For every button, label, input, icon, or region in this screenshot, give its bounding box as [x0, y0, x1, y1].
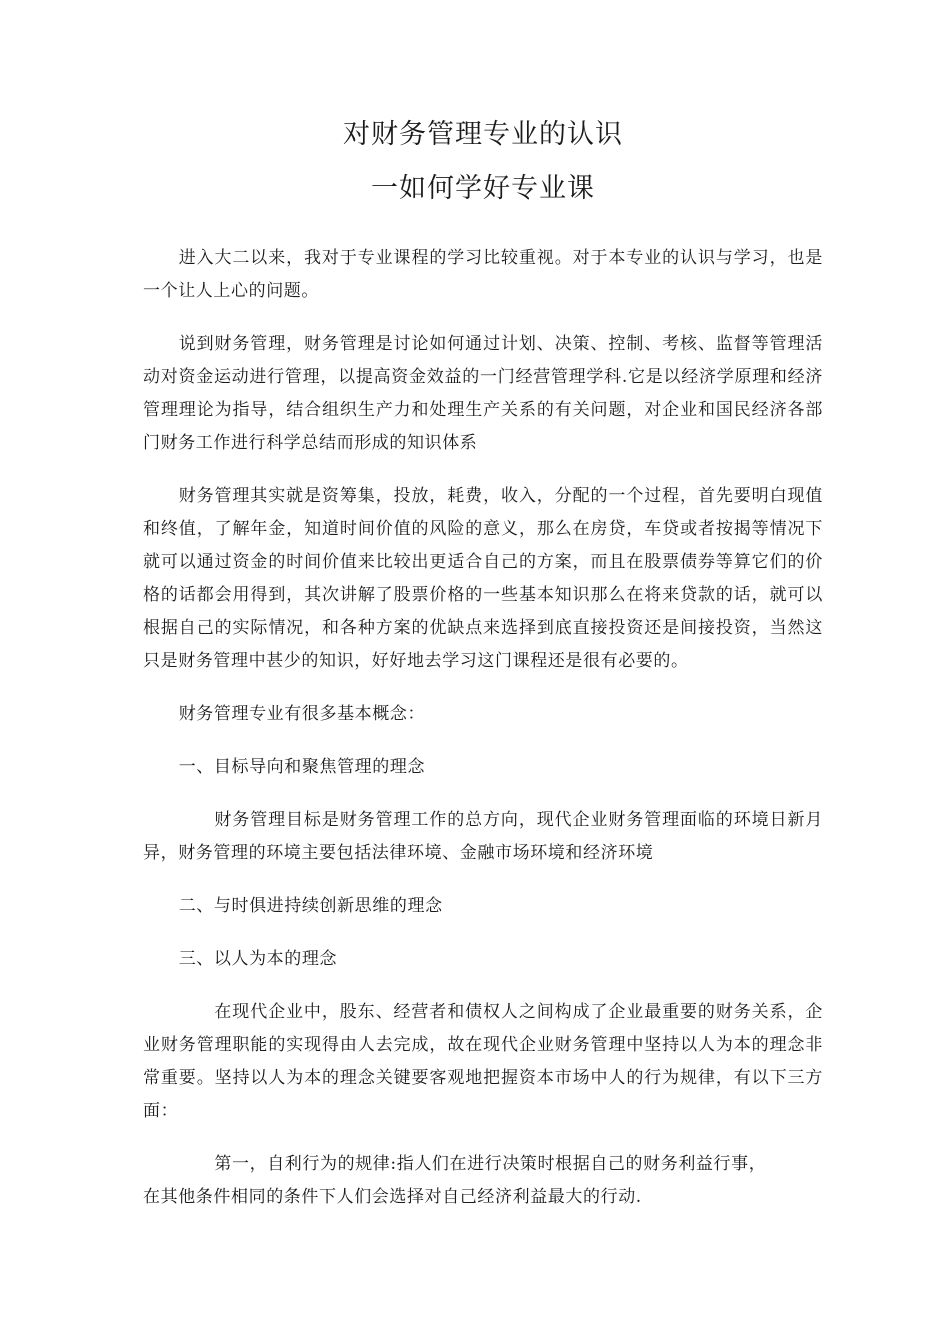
document-title: 对财务管理专业的认识: [343, 119, 623, 150]
paragraph-self-interest: [143, 1148, 823, 1214]
paragraph-people: 在现代企业中，股东、经营者和债权人之间构成了企业最重要的财务关系，企业财务管理职能的实现得由人去完成，故在现代企业财务管理中坚持以人为本的理念非常重要。坚持以人为本的理念关键要客观地把握资本市场中人的行为规律，有以下三方面：: [143, 1002, 823, 1121]
paragraph-goal: 财务管理目标是财务管理工作的总方向，现代企业财务管理面临的环境日新月异，财务管理的环境主要包括法律环境、金融市场环境和经济环境: [143, 810, 823, 863]
paragraph-intro: 进入大二以来，我对于专业课程的学习比较重视。对于本专业的认识与学习，也是一个让人上心的问题。: [143, 248, 823, 301]
section-heading-1: 一、目标导向和聚焦管理的理念: [178, 757, 426, 777]
paragraph-concepts-intro: 财务管理专业有很多基本概念：: [178, 704, 426, 724]
self-interest-line-2: 在其他条件相同的条件下人们会选择对自己经济利益最大的行动.: [143, 1187, 642, 1207]
title-block: [143, 108, 823, 216]
paragraph-definition: 说到财务管理，财务管理是讨论如何通过计划、决策、控制、考核、监督等管理活动对资金运动进行管理，以提高资金效益的一门经营管理学科.它是以经济学原理和经济管理理论为指导，结合组织生产力和处理生产关系的有关问题，对企业和国民经济各部门财务工作进行科学总结而形成的知识体系: [143, 334, 823, 453]
section-heading-3: 三、以人为本的理念: [178, 949, 338, 969]
document-page: [143, 108, 823, 1234]
paragraph-process: 财务管理其实就是资筹集，投放，耗费，收入，分配的一个过程，首先要明白现值和终值，了解年金，知道时间价值的风险的意义，那么在房贷，车贷或者按揭等情况下就可以通过资金的时间价值来比较出更适合自己的方案，而且在股票债券等算它们的价格的话都会用得到，其次讲解了股票价格的一些基本知识那么在将来贷款的话，就可以根据自己的实际情况，和各种方案的优缺点来选择到底直接投资还是间接投资，当然这只是财务管理中甚少的知识，好好地去学习这门课程还是很有必要的。: [143, 486, 823, 671]
document-subtitle: 一如何学好专业课: [371, 173, 595, 204]
self-interest-line-1: 第一，自利行为的规律:指人们在进行决策时根据自己的财务利益行事，: [214, 1154, 767, 1174]
section-heading-2: 二、与时俱进持续创新思维的理念: [178, 896, 443, 916]
